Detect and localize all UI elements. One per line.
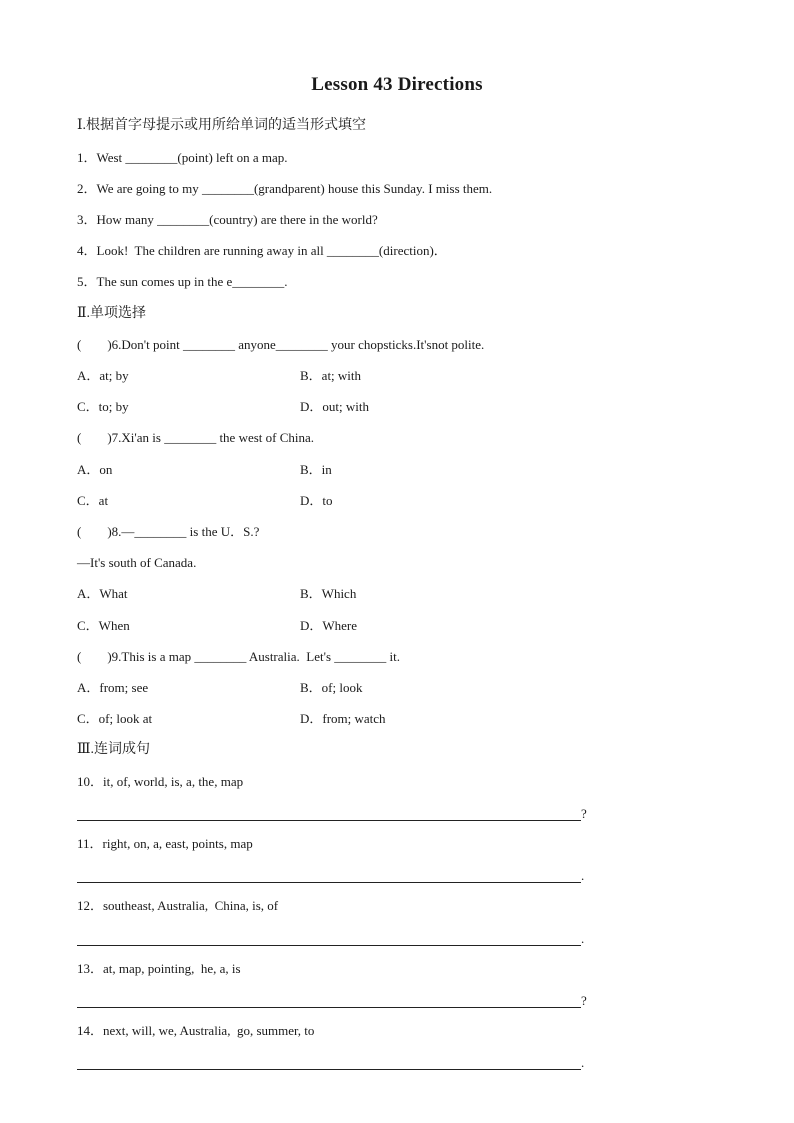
- answer-line-14[interactable]: [77, 1069, 581, 1070]
- question-9-stem: ( )9.This is a map ________ Australia. Let's ________ it.: [77, 649, 400, 664]
- sentence-item-10: 10．it, of, world, is, a, the, map: [77, 774, 244, 789]
- question-8-option-a: A．What: [77, 586, 128, 601]
- answer-line-10[interactable]: [77, 820, 581, 821]
- fill-item-1: 1．West ________(point) left on a map.: [77, 150, 288, 165]
- question-7-option-c: C．at: [77, 493, 109, 508]
- question-6-option-d: D．out; with: [300, 399, 369, 414]
- question-7-option-b: B．in: [300, 462, 332, 477]
- sentence-item-14: 14．next, will, we, Australia, go, summer, to: [77, 1023, 315, 1038]
- page-title: Lesson 43 Directions: [311, 74, 483, 95]
- question-9-option-a: A．from; see: [77, 680, 149, 695]
- question-6-option-b: B．at; with: [300, 368, 362, 383]
- answer-line-13[interactable]: [77, 1007, 581, 1008]
- question-6-stem: ( )6.Don't point ________ anyone________ your chopsticks.It'snot polite.: [77, 337, 485, 352]
- answer-line-11[interactable]: [77, 882, 581, 883]
- fill-item-5: 5．The sun comes up in the e________.: [77, 274, 288, 289]
- question-9-option-d: D．from; watch: [300, 711, 386, 726]
- question-8-option-b: B．Which: [300, 586, 357, 601]
- question-8-option-c: C．When: [77, 618, 130, 633]
- question-8-stem: ( )8.—________ is the U．S.?: [77, 524, 260, 539]
- sentence-item-12: 12．southeast, Australia, China, is, of: [77, 898, 279, 913]
- answer-end-mark-12: .: [581, 931, 585, 946]
- fill-item-2: 2．We are going to my ________(grandparent) house this Sunday. I miss them.: [77, 181, 493, 196]
- question-8-stem-reply: —It's south of Canada.: [77, 555, 197, 570]
- answer-line-12[interactable]: [77, 945, 581, 946]
- fill-item-4: 4．Look! The children are running away in all ________(direction)．: [77, 243, 447, 258]
- answer-end-mark-13: ?: [581, 993, 587, 1008]
- section-1-heading: Ⅰ.根据首字母提示或用所给单词的适当形式填空: [77, 118, 367, 133]
- answer-end-mark-14: .: [581, 1055, 585, 1070]
- question-7-option-a: A．on: [77, 462, 113, 477]
- section-3-heading: Ⅲ.连词成句: [77, 742, 151, 757]
- sentence-item-13: 13．at, map, pointing, he, a, is: [77, 961, 241, 976]
- answer-end-mark-10: ?: [581, 806, 587, 821]
- question-7-option-d: D．to: [300, 493, 333, 508]
- question-8-option-d: D．Where: [300, 618, 358, 633]
- question-9-option-b: B．of; look: [300, 680, 363, 695]
- question-7-stem: ( )7.Xi'an is ________ the west of China.: [77, 430, 315, 445]
- answer-end-mark-11: .: [581, 868, 585, 883]
- section-2-heading: Ⅱ.单项选择: [77, 306, 147, 321]
- fill-item-3: 3．How many ________(country) are there in the world?: [77, 212, 378, 227]
- question-6-option-a: A．at; by: [77, 368, 129, 383]
- sentence-item-11: 11．right, on, a, east, points, map: [77, 836, 253, 851]
- question-9-option-c: C．of; look at: [77, 711, 153, 726]
- question-6-option-c: C．to; by: [77, 399, 129, 414]
